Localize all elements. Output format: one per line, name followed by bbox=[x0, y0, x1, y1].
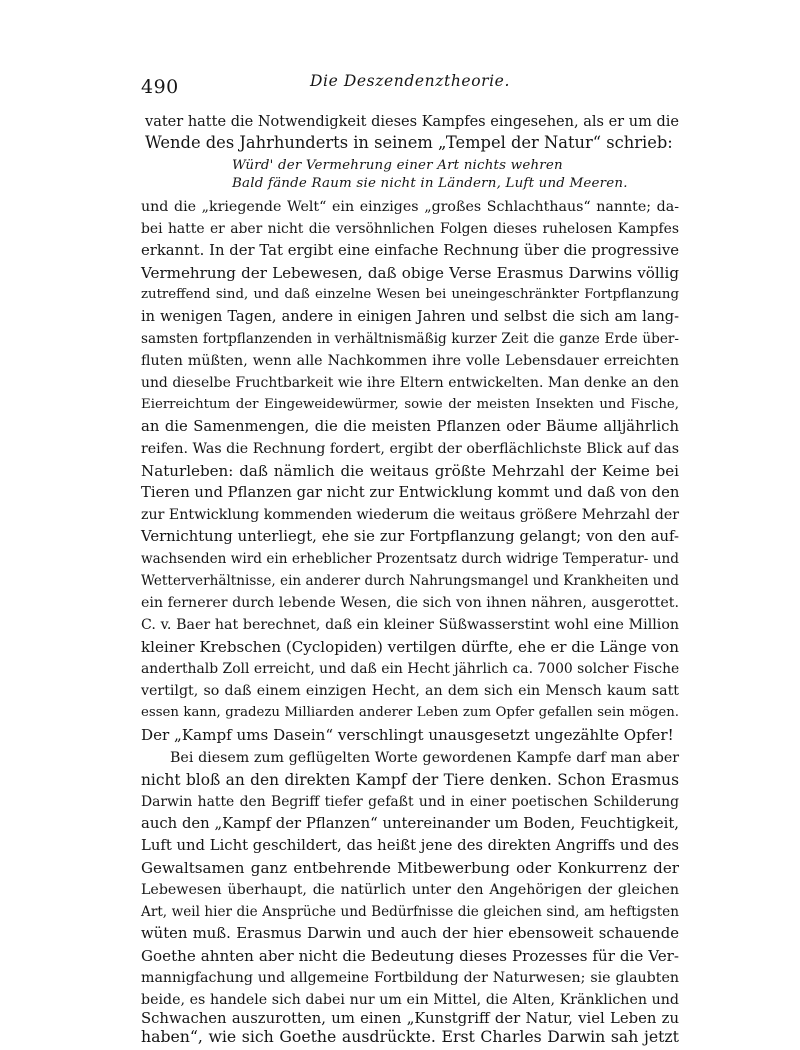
text-line: samsten fortpflanzenden in verhältnismäßig kurzer Zeit die ganze Erde über- bbox=[141, 331, 679, 347]
text-line: vater hatte die Notwendigkeit dieses Kampfes eingesehen, als er um die bbox=[145, 114, 679, 130]
text-line: Goethe ahnten aber nicht die Bedeutung dieses Prozesses für die Ver- bbox=[141, 947, 679, 965]
text-line: mannigfachung und allgemeine Fortbildung der Naturwesen; sie glaubten bbox=[141, 970, 679, 986]
text-line: und dieselbe Fruchtbarkeit wie ihre Eltern entwickelten. Man denke an den bbox=[141, 375, 679, 391]
text-line: Darwin hatte den Begriff tiefer gefaßt und in einer poetischen Schilderung bbox=[141, 794, 679, 810]
text-line: Bei diesem zum geflügelten Worte gewordenen Kampfe darf man aber bbox=[170, 750, 679, 766]
text-line: Vernichtung unterliegt, ehe sie zur Fortpflanzung gelangt; von den auf- bbox=[141, 528, 679, 545]
text-line: Wetterverhältnisse, ein anderer durch Nahrungsmangel und Krankheiten und bbox=[141, 573, 679, 589]
text-line: Eierreichtum der Eingeweidewürmer, sowie der meisten Insekten und Fische, bbox=[141, 397, 679, 412]
text-line: bei hatte er aber nicht die versöhnlichen Folgen dieses ruhelosen Kampfes bbox=[141, 221, 679, 237]
text-line: essen kann, gradezu Milliarden anderer Leben zum Opfer gefallen sein mögen. bbox=[141, 705, 679, 720]
text-line: Art, weil hier die Ansprüche und Bedürfnisse die gleichen sind, am heftigsten bbox=[141, 904, 679, 920]
text-line: an die Samenmengen, die die meisten Pflanzen oder Bäume alljährlich bbox=[141, 418, 679, 435]
text-line: vertilgt, so daß einem einzigen Hecht, an dem sich ein Mensch kaum satt bbox=[141, 683, 679, 699]
text-line: wüten muß. Erasmus Darwin und auch der hier ebensoweit schauende bbox=[141, 925, 679, 942]
text-line: haben“, wie sich Goethe ausdrückte. Erst Charles Darwin sah jetzt bbox=[141, 1027, 679, 1046]
text-line: beide, es handele sich dabei nur um ein Mittel, die Alten, Kränklichen und bbox=[141, 992, 679, 1008]
text-line: auch den „Kampf der Pflanzen“ untereinander um Boden, Feuchtigkeit, bbox=[141, 815, 679, 832]
text-line: nicht bloß an den direkten Kampf der Tiere denken. Schon Erasmus bbox=[141, 771, 679, 789]
text-line: Naturleben: daß nämlich die weitaus größte Mehrzahl der Keime bei bbox=[141, 462, 679, 480]
text-line: Luft und Licht geschildert, das heißt jene des direkten Angriffs und des bbox=[141, 837, 679, 854]
text-line: Lebewesen überhaupt, die natürlich unter den Angehörigen der gleichen bbox=[141, 882, 679, 898]
text-line: reifen. Was die Rechnung fordert, ergibt der oberflächlichste Blick auf das bbox=[141, 441, 679, 457]
text-line: ein fernerer durch lebende Wesen, die sich von ihnen nähren, ausgerottet. bbox=[141, 595, 679, 611]
running-title: Die Deszendenztheorie. bbox=[310, 72, 510, 90]
verse-line: Bald fände Raum sie nicht in Ländern, Luft und Meeren. bbox=[232, 176, 628, 191]
text-line: und die „kriegende Welt“ ein einziges „großes Schlachthaus“ nannte; da- bbox=[141, 199, 679, 215]
text-line: C. v. Baer hat berechnet, daß ein kleiner Süßwasserstint wohl eine Million bbox=[141, 617, 679, 633]
verse-line: Würd' der Vermehrung einer Art nichts wehren bbox=[232, 158, 563, 173]
text-line: erkannt. In der Tat ergibt eine einfache Rechnung über die progressive bbox=[141, 242, 679, 259]
text-line: Tieren und Pflanzen gar nicht zur Entwicklung kommt und daß von den bbox=[141, 484, 680, 501]
text-line: Der „Kampf ums Dasein“ verschlingt unausgesetzt ungezählte Opfer! bbox=[141, 726, 674, 744]
page-number: 490 bbox=[141, 76, 179, 98]
text-line: Schwachen auszurotten, um einen „Kunstgriff der Natur, viel Leben zu bbox=[141, 1010, 679, 1027]
text-line: wachsenden wird ein erheblicher Prozentsatz durch widrige Temperatur- und bbox=[141, 551, 679, 567]
text-line: Vermehrung der Lebewesen, daß obige Verse Erasmus Darwins völlig bbox=[141, 264, 679, 282]
text-line: zur Entwicklung kommenden wiederum die weitaus größere Mehrzahl der bbox=[141, 507, 679, 523]
text-line: in wenigen Tagen, andere in einigen Jahren und selbst die sich am lang- bbox=[141, 309, 679, 325]
text-line: Gewaltsamen ganz entbehrende Mitbewerbung oder Konkurrenz der bbox=[141, 859, 679, 877]
text-line: Wende des Jahrhunderts in seinem „Tempel der Natur“ schrieb: bbox=[145, 133, 673, 152]
text-line: fluten müßten, wenn alle Nachkommen ihre volle Lebensdauer erreichten bbox=[141, 353, 679, 369]
text-line: kleiner Krebschen (Cyclopiden) vertilgen dürfte, ehe er die Länge von bbox=[141, 638, 679, 656]
text-line: anderthalb Zoll erreicht, und daß ein Hecht jährlich ca. 7000 solcher Fische bbox=[141, 661, 680, 677]
text-line: zutreffend sind, und daß einzelne Wesen bei uneingeschränkter Fortpflanzung bbox=[141, 287, 679, 302]
